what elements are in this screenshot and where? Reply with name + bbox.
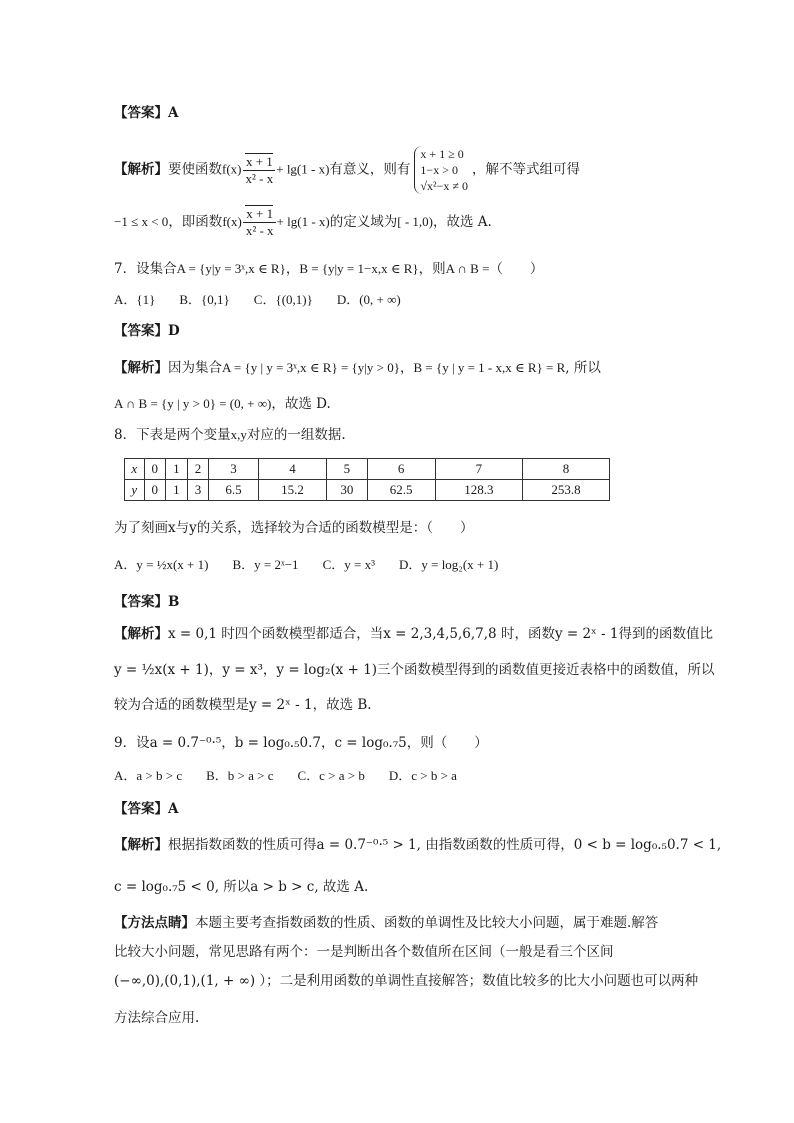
fraction: $\frac{x + 1}{\text{x² - x}}$ [243,154,276,187]
table-cell: 253.8 [522,480,609,501]
analysis-q7-line2: A ∩ B = {y | y > 0} = (0, + ∞)，故选 D. [114,396,331,412]
table-header-y: y [125,480,145,501]
option-d: D．c > b > a [388,768,457,783]
table-cell: 30 [327,480,367,501]
table-cell: 5 [327,459,367,480]
option-c: C．y = x³ [322,557,375,572]
option-a: A．y = ½x(x + 1) [114,557,209,572]
method-tip-line2: 比较大小问题，常见思路有两个：一是判断出各个数值所在区间（一般是看三个区间 [114,944,614,960]
option-d: D．y = log₂(x + 1) [398,557,499,572]
table-cell: 2 [187,459,209,480]
question-8-prompt: 为了刻画x与y的关系，选择较为合适的函数模型是：（ ） [114,520,474,536]
option-d: D．(0, + ∞) [336,292,401,307]
analysis-q6-line2: −1 ≤ x < 0，即函数f(x) $\frac{x + 1}{\text{x² - x}}$ + lg(1 - x)的定义域为[ - 1,0)，故选 A. [114,206,492,238]
option-b: B．{0,1} [179,292,230,307]
answer-q9: 【答案】A [114,801,179,817]
option-c: C．c > a > b [297,768,365,783]
option-a: A．{1} [114,292,156,307]
analysis-q9-line1: 【解析】根据指数函数的性质可得a = 0.7⁻⁰·⁵ > 1, 由指数函数的性质可得，0 < b = log₀.₅0.7 < 1, [114,837,722,853]
table-cell: 128.3 [435,480,522,501]
analysis-q9-line2: c = log₀.₇5 < 0, 所以a > b > c, 故选 A. [114,879,369,895]
inequality-system: x + 1 ≥ 0 1−x > 0 √x²−x ≠ 0 [414,146,468,194]
question-7-options [114,290,425,310]
table-cell: 0 [144,459,166,480]
analysis-q6-line1: 【解析】要使函数f(x) $\frac{x + 1}{\text{x² - x}}$ + lg(1 - x)有意义，则有 x + 1 ≥ 0 1−x > 0 √x²−x ≠ 0 ，解不等式组可得 [114,147,580,193]
data-table [124,458,610,501]
table-cell: 8 [522,459,609,480]
table-cell: 3 [187,480,209,501]
option-b: B．b > a > c [206,768,274,783]
analysis-q8-line3: 较为合适的函数模型是y = 2ˣ - 1，故选 B. [114,697,372,713]
question-8-options [114,555,522,575]
method-tip-line1: 【方法点睛】本题主要考查指数函数的性质、函数的单调性及比较大小问题，属于难题.解答 [114,915,659,931]
answer-q7: 【答案】D [114,323,180,339]
table-cell: 15.2 [258,480,326,501]
method-tip-line4: 方法综合应用. [114,1010,200,1026]
table-row-x [125,459,610,480]
question-9-options [114,766,481,786]
analysis-q8-line2: y = ½x(x + 1)，y = x³，y = log₂(x + 1)三个函数模型得到的函数值更接近表格中的函数值，所以 [114,662,715,678]
answer-q8: 【答案】B [114,594,180,610]
option-a: A．a > b > c [114,768,183,783]
answer-q6: 【答案】A [114,105,179,121]
analysis-q7-line1: 【解析】因为集合A = {y | y = 3ˣ,x ∈ R} = {y|y > 0}，B = {y | y = 1 - x,x ∈ R} = R, 所以 [114,360,601,376]
table-cell: 62.5 [367,480,435,501]
table-header-x: x [125,459,145,480]
table-row-y [125,480,610,501]
table-cell: 1 [166,480,188,501]
option-b: B．y = 2ˣ−1 [232,557,299,572]
table-cell: 6.5 [209,480,259,501]
table-cell: 6 [367,459,435,480]
method-tip-line3: (−∞,0),(0,1),(1, + ∞) ）；二是利用函数的单调性直接解答；数值比较多的比大小问题也可以两种 [114,973,699,989]
question-9-stem: 9．设a = 0.7⁻⁰·⁵，b = log₀.₅0.7，c = log₀.₇5，则（ ） [114,735,488,751]
table-cell: 7 [435,459,522,480]
question-7-stem: 7．设集合A = {y|y = 3ˣ,x ∈ R}，B = {y|y = 1−x,x ∈ R}，则A ∩ B =（ ） [114,261,544,277]
question-8-stem: 8．下表是两个变量x,y对应的一组数据. [114,427,346,443]
table-cell: 4 [258,459,326,480]
table-cell: 0 [144,480,166,501]
table-cell: 1 [166,459,188,480]
option-c: C．{(0,1)} [253,292,313,307]
table-cell: 3 [209,459,259,480]
analysis-q8-line1: 【解析】x = 0,1 时四个函数模型都适合，当x = 2,3,4,5,6,7,8 时，函数y = 2ˣ - 1得到的函数值比 [114,626,714,642]
